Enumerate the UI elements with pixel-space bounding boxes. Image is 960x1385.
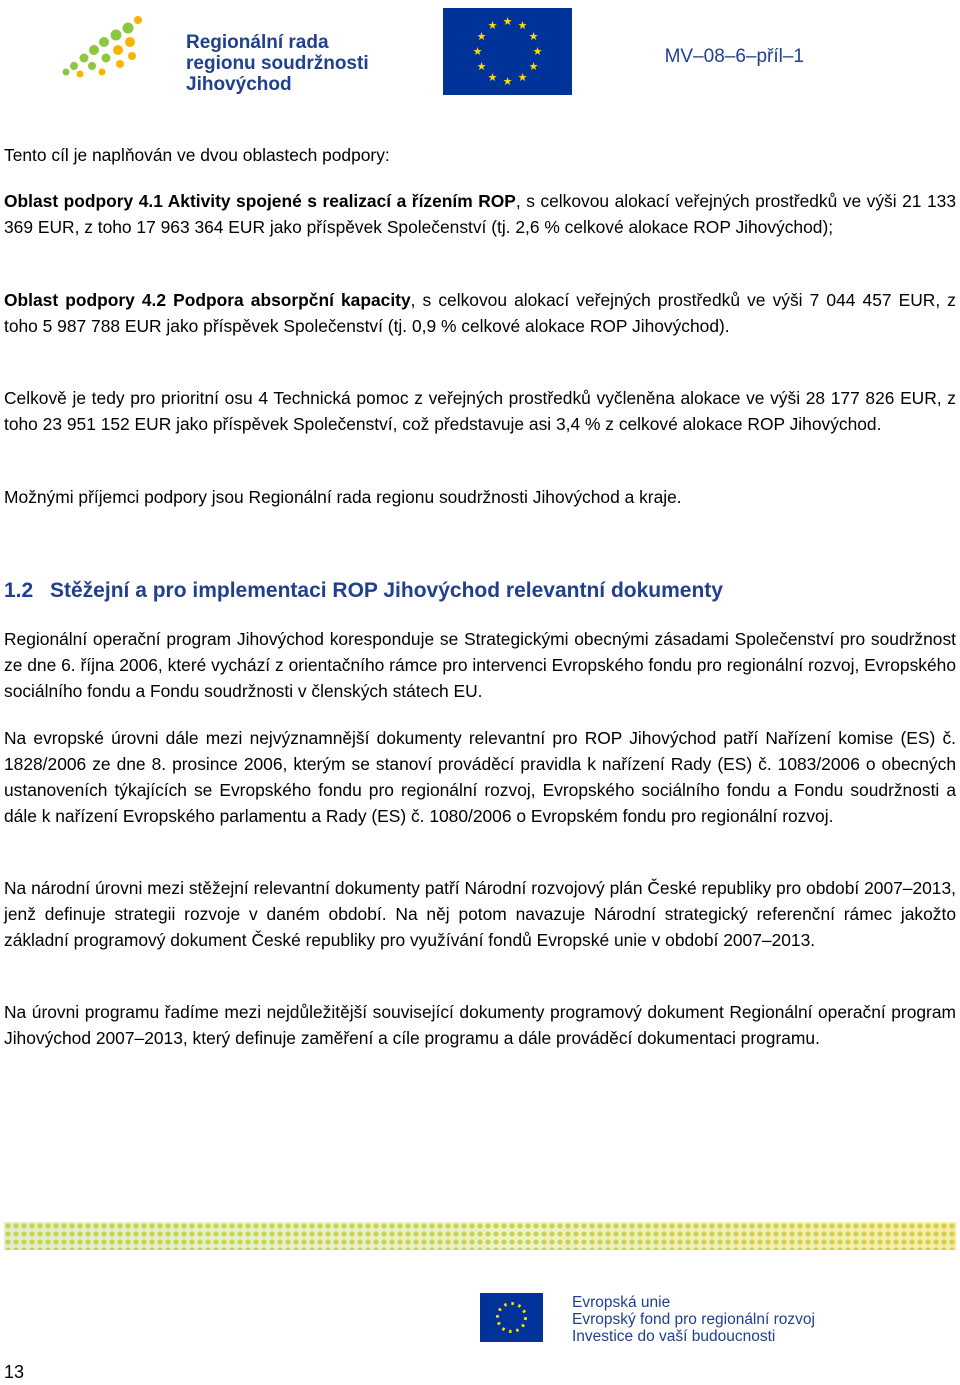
footer-line-2: Evropský fond pro regionální rozvoj bbox=[572, 1311, 815, 1328]
footer-line-1: Evropská unie bbox=[572, 1294, 671, 1311]
svg-text:★: ★ bbox=[487, 19, 498, 32]
section-paragraph-1: Regionální operační program Jihovýchod koresponduje se Strategickými obecnými zásadami Společenství pro soudržnost ze dne 6. října 2006, které vychází z orientačního rámce pro intervenci Evropského fondu pro regionální rozvoj, Evropského sociálního fondu a Fondu soudržnosti v členských státech EU. bbox=[4, 629, 956, 701]
section-number: 1.2 bbox=[4, 579, 34, 602]
svg-text:★: ★ bbox=[502, 15, 513, 28]
svg-text:★: ★ bbox=[528, 30, 539, 43]
support-area-4-1-paragraph bbox=[4, 188, 956, 240]
logo-dots-icon bbox=[44, 8, 144, 88]
section-paragraph-3: Na národní úrovni mezi stěžejní relevantní dokumenty patří Národní rozvojový plán České republiky pro období 2007–2013, jenž definuje strategii rozvoje v daném období. Na něj potom navazuje Národní strategický referenční rámec jakožto základní programový dokument České republiky pro využívání fondů Evropské unie v období 2007–2013. bbox=[4, 878, 956, 950]
svg-text:★: ★ bbox=[517, 71, 528, 84]
section-heading bbox=[4, 579, 723, 603]
support-area-4-1-text: , s celkovou alokací veřejných prostředků ve výši 21 133 369 EUR, z toho 17 963 364 EUR jako příspěvek Společenství (tj. 2,6 % celkové alokace ROP Jihovýchod); bbox=[4, 191, 956, 237]
eu-flag-icon bbox=[443, 8, 572, 95]
svg-text:★: ★ bbox=[532, 45, 543, 58]
support-area-4-1-title: Oblast podpory 4.1 Aktivity spojené s realizací a řízením ROP bbox=[4, 191, 516, 211]
footer-eu-text bbox=[572, 1294, 815, 1345]
logo-line-1: Regionální rada bbox=[186, 32, 329, 53]
svg-text:★: ★ bbox=[476, 30, 487, 43]
svg-text:★: ★ bbox=[472, 45, 483, 58]
logo-text bbox=[186, 32, 369, 95]
regional-council-logo bbox=[44, 8, 374, 98]
footer-eu-flag-icon bbox=[480, 1293, 543, 1342]
section-title: Stěžejní a pro implementaci ROP Jihovýchod relevantní dokumenty bbox=[50, 579, 723, 602]
svg-text:★: ★ bbox=[476, 60, 487, 73]
beneficiaries-paragraph: Možnými příjemci podpory jsou Regionální rada regionu soudržnosti Jihovýchod a kraje. bbox=[4, 487, 682, 507]
svg-text:★: ★ bbox=[502, 75, 513, 88]
intro-paragraph: Tento cíl je naplňován ve dvou oblastech podpory: bbox=[4, 145, 390, 165]
section-paragraph-2: Na evropské úrovni dále mezi nejvýznamnější dokumenty relevantní pro ROP Jihovýchod patří Nařízení komise (ES) č. 1828/2006 ze dne 8. prosince 2006, kterým se stanoví prováděcí pravidla k nařízení Rady (ES) č. 1083/2006 o obecných ustanoveních týkajících se Evropského fondu pro regionální rozvoj, Evropského sociálního fondu a Fondu soudržnosti a dále k nařízení Evropského parlamentu a Rady (ES) č. 1080/2006 o Evropském fondu pro regionální rozvoj. bbox=[4, 728, 956, 826]
svg-text:★: ★ bbox=[517, 19, 528, 32]
logo-line-2: regionu soudržnosti bbox=[186, 53, 369, 74]
support-area-4-2-text: , s celkovou alokací veřejných prostředků ve výši 7 044 457 EUR, z toho 5 987 788 EUR jako příspěvek Společenství (tj. 0,9 % celkové alokace ROP Jihovýchod). bbox=[4, 290, 957, 336]
page-number: 13 bbox=[4, 1362, 25, 1382]
section-paragraph-4: Na úrovni programu řadíme mezi nejdůležitější související dokumenty programový dokument Regionální operační program Jihovýchod 2007–2013, který definuje zaměření a cíle programu a dále prováděcí dokumentaci programu. bbox=[4, 1002, 956, 1048]
document-code: MV–08–6–příl–1 bbox=[664, 46, 804, 67]
footer-dots-bar bbox=[4, 1222, 956, 1250]
svg-text:★: ★ bbox=[487, 71, 498, 84]
footer-line-3: Investice do vaší budoucnosti bbox=[572, 1328, 776, 1345]
total-allocation-paragraph: Celkově je tedy pro prioritní osu 4 Technická pomoc z veřejných prostředků vyčleněna alokace ve výši 28 177 826 EUR, z toho 23 951 152 EUR jako příspěvek Společenství, což představuje asi 3,4 % z celkové alokace ROP Jihovýchod. bbox=[4, 388, 956, 434]
support-area-4-2-title: Oblast podpory 4.2 Podpora absorpční kapacity bbox=[4, 290, 411, 310]
svg-text:★: ★ bbox=[528, 60, 539, 73]
support-area-4-2-paragraph bbox=[4, 287, 956, 339]
logo-line-3: Jihovýchod bbox=[186, 74, 292, 95]
